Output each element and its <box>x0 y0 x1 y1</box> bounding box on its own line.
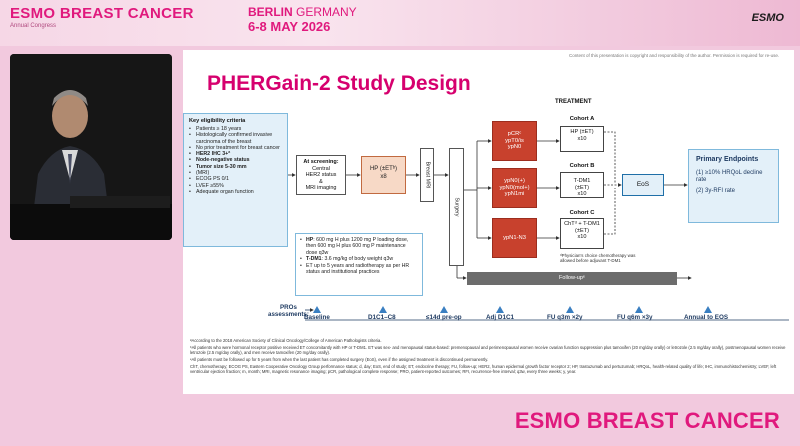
abbreviations-note: ChT, chemotherapy; ECOG PS, Eastern Cooperative Oncology Group performance status; d, day; EoS, end of study; ET, endocrine therapy; FU, follow-up; HER2, human epidermal growth factor receptor 2; HP, trastuzumab and pertuzumab; HRQoL, health-related quality of life; IHC, immunohistochemistry; LVEF, left ventricular ejection fraction; m, month; MRI, magnetic resonance imaging; pCR, pathological complete response; PRO, patient-reported outcomes; RFI, recurrence-free interval; q3w, every three weeks; y, year. <box>190 363 777 374</box>
eligibility-item: • Histologically confirmed invasive carcinoma of the breast <box>189 132 283 145</box>
timepoint-baseline: Baseline <box>304 314 330 321</box>
neoadjuvant-hp-box: HP (±ETᵇ) x8 <box>361 156 406 194</box>
timepoint-pre-op: ≤14d pre-op <box>426 314 462 321</box>
eligibility-item: • HER2 IHC 3+ª <box>189 151 283 157</box>
dosing-box <box>295 233 423 296</box>
eligibility-heading: Key eligibility criteria <box>189 118 246 124</box>
presentation-slide <box>183 50 794 394</box>
reference-note: ªAccording to the 2018 American Society of Clinical Oncology/College of American Pathologists criteria. <box>190 338 382 343</box>
slide-references <box>190 338 790 376</box>
breast-mri-box: Breast MRI <box>420 148 434 202</box>
primary-endpoints-box <box>688 149 779 223</box>
dose-item-hp: • HP: 600 mg H plus 1200 mg P loading dose, then 600 mg H plus 600 mg P maintenance dose q3w <box>300 237 418 256</box>
speaker-image <box>10 54 172 240</box>
esmo-logo: ESMO <box>751 12 784 24</box>
eligibility-item: • ECOG PS 0/1 <box>189 176 283 182</box>
timepoint-fu-q3m: FU q3m ×2y <box>547 314 583 321</box>
follow-up-bar: Follow-upᵉ <box>467 272 677 285</box>
bottom-conference-logo: ESMO BREAST CANCER <box>514 408 780 433</box>
cohort-a-treatment: HP (±ET) x10 <box>560 126 604 152</box>
eligibility-item: • LVEF ≥55% <box>189 183 283 189</box>
eligibility-item: • Node-negative status <box>189 157 283 163</box>
congress-subtitle: Annual Congress <box>10 23 57 29</box>
surgery-box: Surgery <box>449 148 464 266</box>
cohort-b-treatment: T-DM1 (±ET) x10 <box>560 172 604 198</box>
endpoint-rfi: (2) 3y-RFI rate <box>696 188 736 195</box>
cohort-b-label: Cohort B <box>569 163 595 169</box>
cohort-c-treatment: ChTᵈ + T-DM1 (±ET) x10 <box>560 218 604 249</box>
eligibility-item: • (MRI) <box>189 170 283 176</box>
slide-title: PHERGain-2 Study Design <box>207 72 471 95</box>
eligibility-item: • No prior treatment for breast cancer <box>189 145 283 151</box>
treatment-heading: TREATMENT <box>555 99 592 105</box>
timepoint-annual: Annual to EOS <box>684 314 729 321</box>
speaker-video <box>10 54 172 240</box>
pathology-box-ypn1: ypN1-N3 <box>492 218 537 258</box>
chemotherapy-note: ᵈPhysician's choice chemotherapy was allowed before adjuvant T-DM1 <box>560 253 636 264</box>
timepoint-fu-q6m: FU q6m ×3y <box>617 314 653 321</box>
dose-item-tdm1: • T-DM1: 3.6 mg/kg of body weight q3w <box>300 256 418 262</box>
cohort-c-label: Cohort C <box>569 210 595 216</box>
conference-banner <box>0 0 800 46</box>
pros-assessments-label: PROs assessments: <box>268 304 309 318</box>
reference-note: ᵉAll patients must be followed up for 5 years from when the last patient has completed surgery (EoS), even if the assigned treatment is discontinued permanently. <box>190 356 489 362</box>
eligibility-criteria-box <box>183 113 288 247</box>
primary-endpoints-heading: Primary Endpoints <box>696 156 759 163</box>
copyright-disclaimer: Content of this presentation is copyright and responsibility of the author. Permission is required for re-use. <box>569 53 780 58</box>
conference-city: BERLIN GERMANY <box>248 5 357 19</box>
screening-box: At screening: Central HER2 status & MRI imaging <box>296 155 346 195</box>
end-of-study-box: EoS <box>622 174 664 196</box>
pathology-box-pcr: pCRᶜ ypT0/is ypN0 <box>492 121 537 161</box>
conference-dates: 6-8 MAY 2026 <box>248 19 331 34</box>
timepoint-d1c1-c8: D1C1–C8 <box>368 314 396 321</box>
endpoint-hrqol: (1) ≥10% HRQoL decline rate <box>696 170 763 184</box>
cohort-a-label: Cohort A <box>569 116 595 122</box>
timepoint-adj-d1c1: Adj D1C1 <box>486 314 514 321</box>
eligibility-item: • Patients ≥ 18 years <box>189 126 283 132</box>
conference-name: ESMO BREAST CANCER <box>10 5 194 22</box>
reference-note: ᵇAll patients who were hormonal receptor positive received ET concomitantly with HP or T-DM1. ET was sex- and menopausal status-based: premenopausal and perimenopausal women receive ovarian function suppression plus tamoxifen (20 mg/day orally) or letrozole (2.5 mg/day orally), postmenopausal women receive letrozole (2.5 mg/day orally), and men receive tamoxifen (20 mg/day orally). <box>190 344 786 356</box>
eligibility-item: • Adequate organ function <box>189 189 283 195</box>
eligibility-item: • Tumor size 5-30 mm <box>189 164 283 170</box>
pathology-box-ypn0: ypN0(+) ypN0(mol+) ypN1mi <box>492 168 537 208</box>
dose-item-et: • ET up to 5 years and radiotherapy as per HR status and institutional practices <box>300 263 418 276</box>
